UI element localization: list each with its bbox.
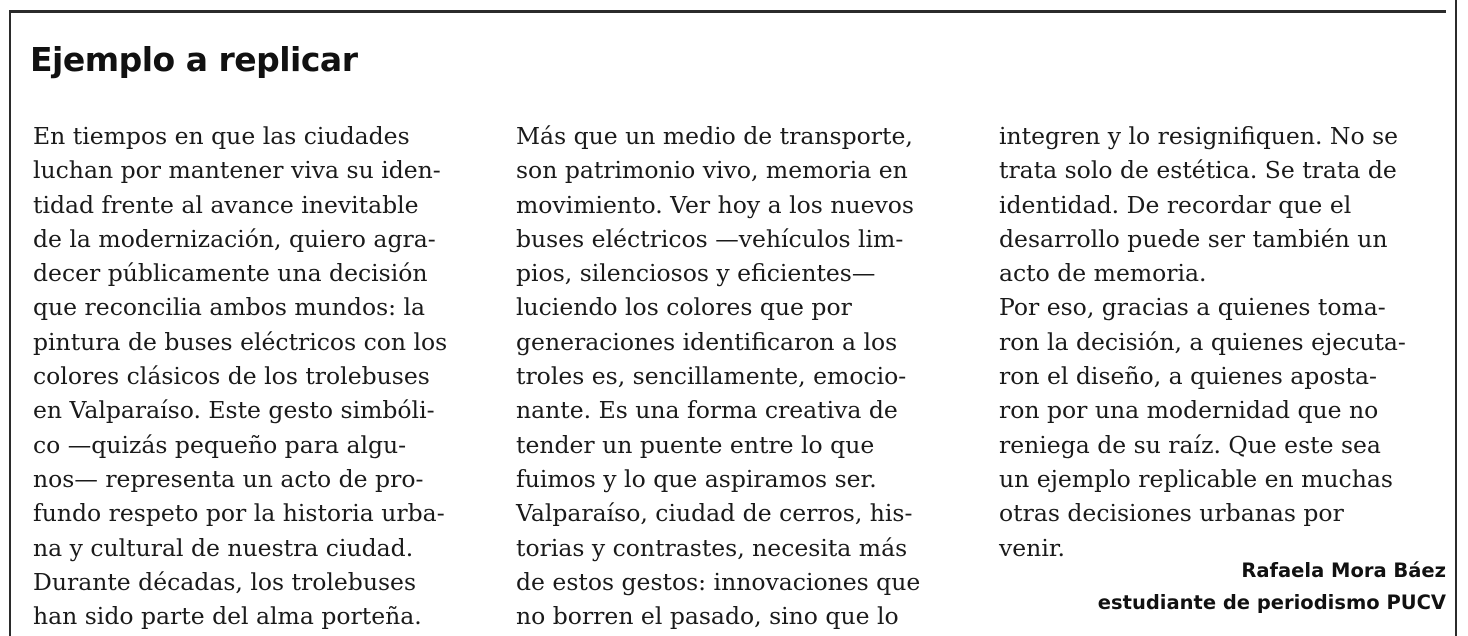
- text-line: luchan por mantener viva su iden-: [33, 156, 441, 185]
- text-line: na y cultural de nuestra ciudad.: [33, 533, 414, 562]
- text-line: Más que un medio de transporte,: [516, 122, 913, 150]
- text-line: en Valparaíso. Este gesto simbóli-: [33, 396, 435, 425]
- text-line: de estos gestos: innovaciones que: [516, 567, 921, 596]
- text-line: integren y lo resignifiquen. No se: [999, 122, 1399, 150]
- text-line: que reconcilia ambos mundos: la: [33, 293, 426, 322]
- text-line: decer públicamente una decisión: [33, 259, 428, 288]
- text-line: nos— representa un acto de pro-: [33, 464, 424, 493]
- headline: Ejemplo a replicar: [30, 40, 358, 79]
- text-line: ron el diseño, a quienes aposta-: [999, 362, 1377, 391]
- text-line: reniega de su raíz. Que este sea: [999, 430, 1381, 459]
- text-line: venir.: [999, 533, 1065, 562]
- text-line: fuimos y lo que aspiramos ser.: [516, 464, 877, 493]
- text-line: ron por una modernidad que no: [999, 396, 1379, 425]
- text-line: movimiento. Ver hoy a los nuevos: [516, 190, 914, 219]
- text-line: tidad frente al avance inevitable: [33, 190, 419, 219]
- text-line: luciendo los colores que por: [516, 293, 852, 322]
- text-line: un ejemplo replicable en muchas: [999, 464, 1393, 493]
- text-line: torias y contrastes, necesita más: [516, 533, 908, 562]
- body-column-2: [516, 119, 971, 633]
- text-line: identidad. De recordar que el: [999, 190, 1352, 219]
- left-rule: [9, 10, 11, 636]
- text-line: buses eléctricos —vehículos lim-: [516, 224, 904, 253]
- text-line: colores clásicos de los trolebuses: [33, 362, 430, 391]
- text-line: otras decisiones urbanas por: [999, 499, 1344, 528]
- text-line: Durante décadas, los trolebuses: [33, 567, 416, 596]
- text-line: no borren el pasado, sino que lo: [516, 602, 899, 631]
- signature-block: [1098, 555, 1446, 619]
- text-line: En tiempos en que las ciudades: [33, 122, 410, 150]
- text-line: nante. Es una forma creativa de: [516, 396, 898, 425]
- top-rule: [10, 10, 1446, 13]
- text-line: tender un puente entre lo que: [516, 430, 875, 459]
- author-name: Rafaela Mora Báez: [1241, 559, 1446, 582]
- text-line: troles es, sencillamente, emocio-: [516, 362, 907, 391]
- body-column-1: [33, 119, 488, 633]
- text-line: co —quizás pequeño para algu-: [33, 430, 407, 459]
- text-line: fundo respeto por la historia urba-: [33, 499, 445, 528]
- text-line: son patrimonio vivo, memoria en: [516, 156, 908, 185]
- text-line: han sido parte del alma porteña.: [33, 602, 422, 631]
- author-role: estudiante de periodismo PUCV: [1097, 591, 1446, 614]
- text-line: Por eso, gracias a quienes toma-: [999, 293, 1386, 322]
- text-line: generaciones identificaron a los: [516, 327, 898, 356]
- body-column-3: [999, 119, 1444, 565]
- text-line: Valparaíso, ciudad de cerros, his-: [516, 499, 913, 528]
- text-line: trata solo de estética. Se trata de: [999, 156, 1397, 185]
- text-line: desarrollo puede ser también un: [999, 224, 1388, 253]
- right-rule: [1455, 0, 1457, 636]
- text-line: ron la decisión, a quienes ejecuta-: [999, 327, 1406, 356]
- text-line: pios, silenciosos y eficientes—: [516, 259, 876, 288]
- text-line: de la modernización, quiero agra-: [33, 224, 436, 253]
- text-line: acto de memoria.: [999, 259, 1207, 288]
- text-line: pintura de buses eléctricos con los: [33, 327, 448, 356]
